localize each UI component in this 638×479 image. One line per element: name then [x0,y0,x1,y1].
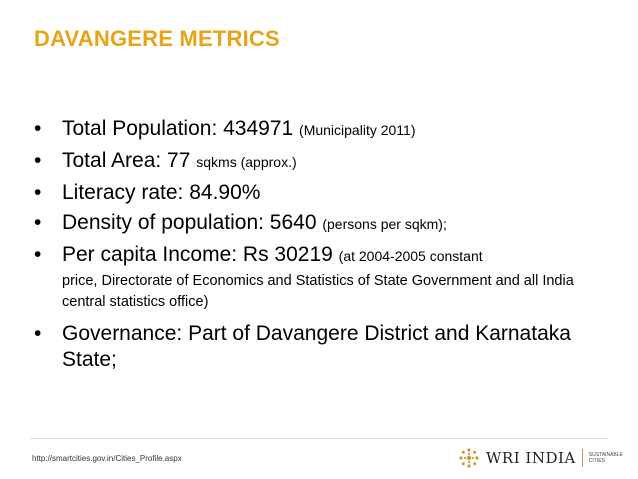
governance-text: Governance: Part of Davangere District and Karnataka State; [62,322,571,371]
density-note: (persons per sqkm); [322,216,447,232]
wri-sunburst-icon [458,447,480,469]
bullet-icon: • [34,211,42,234]
population-note: (Municipality 2011) [299,122,416,138]
area-note: sqkms (approx.) [196,154,297,170]
wri-india-logo [458,447,627,469]
metrics-list [28,116,608,378]
list-item [28,321,608,373]
list-item [28,210,608,237]
bullet-icon: • [34,117,42,140]
list-item [28,242,608,313]
density-text: Density of population: 5640 [62,211,323,234]
bullet-icon: • [34,181,42,204]
list-item [28,180,608,205]
income-text: Per capita Income: Rs 30219 [62,243,339,266]
list-item [28,148,608,175]
bullet-icon: • [34,149,42,172]
bullet-icon: • [34,322,42,345]
area-text: Total Area: 77 [62,149,197,172]
source-link[interactable]: http://smartcities.gov.in/Cities_Profile.aspx [32,454,182,463]
logo-divider [582,449,583,467]
income-source-note: price, Directorate of Economics and Statistics of State Government and all India central statistics office) [62,273,574,310]
logo-subtext: SUSTAINABLE CITIES [588,452,623,464]
literacy-text: Literacy rate: 84.90% [62,181,261,204]
slide-title: DAVANGERE METRICS [34,26,280,51]
population-text: Total Population: 434971 [62,117,300,140]
income-note: (at 2004-2005 constant [338,248,483,264]
footer-divider [30,438,608,439]
bullet-icon: • [34,243,42,266]
logo-text: WRI INDIA [486,449,576,467]
list-item [28,116,608,143]
